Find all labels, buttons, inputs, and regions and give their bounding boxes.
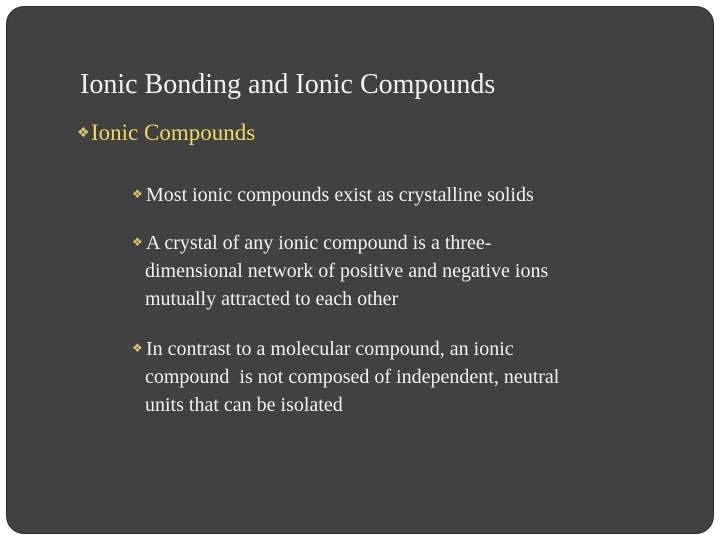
bullet-level1-text: Ionic Compounds bbox=[91, 120, 256, 145]
slide-title: Ionic Bonding and Ionic Compounds bbox=[80, 69, 496, 100]
bullet-item-2-line-2: dimensional network of positive and negative ions bbox=[145, 260, 549, 282]
bullet-item-3-line-2: compound is not composed of independent, neutral bbox=[145, 366, 560, 388]
bullet-level1 bbox=[77, 120, 255, 146]
bullet-item-2-line-3: mutually attracted to each other bbox=[145, 288, 399, 310]
bullet-item-1 bbox=[132, 180, 534, 209]
bullet-item-2-line-1: A crystal of any ionic compound is a three- bbox=[146, 232, 492, 254]
diamond-bullet-icon: ❖ bbox=[132, 341, 143, 355]
bullet-item-3-line-3: units that can be isolated bbox=[145, 394, 343, 416]
bullet-item-1-line-1: Most ionic compounds exist as crystalline solids bbox=[146, 184, 534, 206]
diamond-bullet-icon: ❖ bbox=[132, 187, 143, 201]
diamond-bullet-icon: ❖ bbox=[77, 126, 90, 141]
slide bbox=[6, 6, 714, 534]
diamond-bullet-icon: ❖ bbox=[132, 235, 143, 249]
bullet-item-3 bbox=[132, 334, 559, 419]
bullet-item-3-line-1: In contrast to a molecular compound, an ionic bbox=[146, 338, 514, 360]
bullet-item-2 bbox=[132, 228, 548, 313]
